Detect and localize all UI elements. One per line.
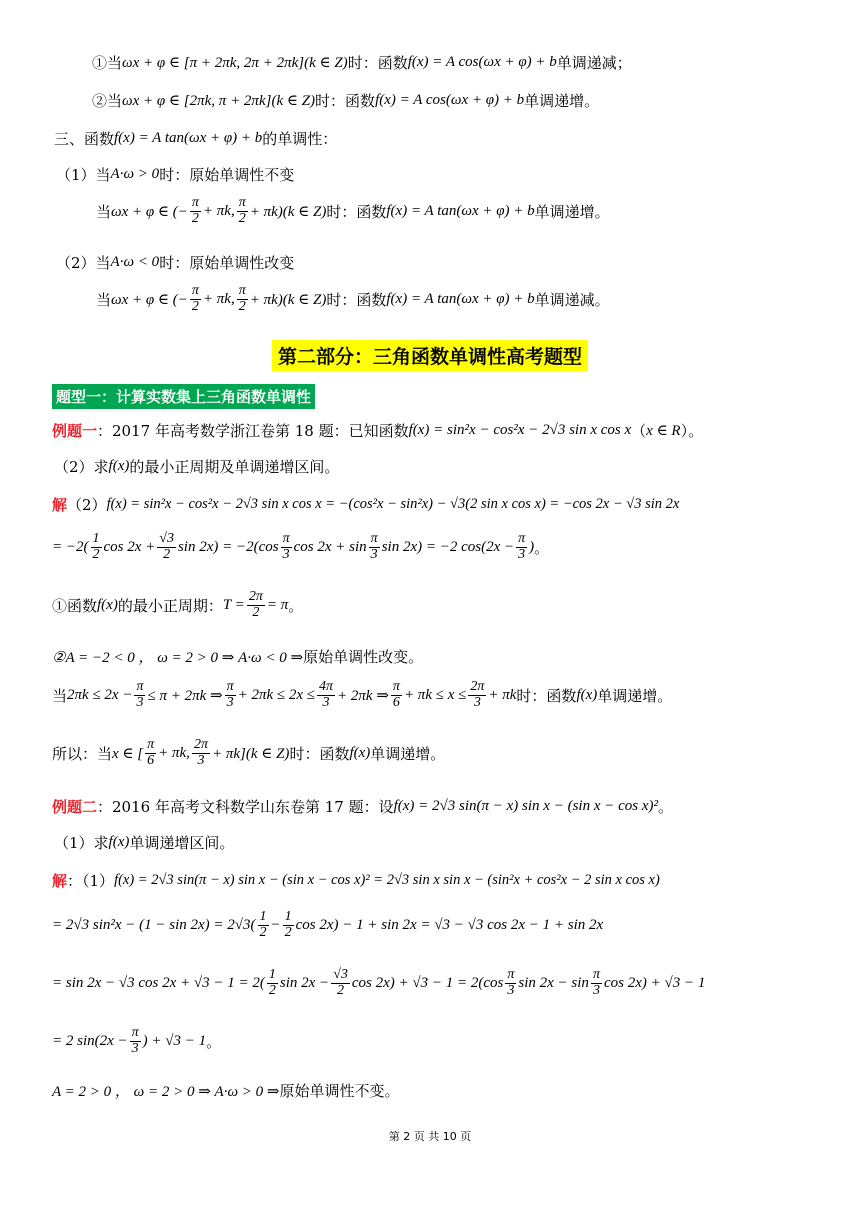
solution-two-sign: A = 2 > 0 ， ω = 2 > 0 ⇒ A·ω > 0 ⇒ 原始单调性不变。 [52, 1082, 400, 1100]
solution-two-step2: = 2√3 sin²x − (1 − sin 2x) = 2√3( $\frac{1}{2}$ − $\frac{1}{2}$ cos 2x) − 1 + sin 2x = √3 − √3 cos 2x − 1 + sin 2x [52, 909, 604, 940]
fraction: $\frac{2\pi}{3}$ [470, 679, 485, 710]
solution-one-inequality: 当 2πk ≤ 2x − $\frac{\pi}{3}$ ≤ π + 2πk ⇒ $\frac{\pi}{3}$ + 2πk ≤ 2x ≤ $\frac{4\pi}{3}$ + 2πk ⇒ $\frac{\pi}{6}$ + πk ≤ x ≤ $\frac{2\pi}{3}$ + πk 时：函数 f(x) 单调递增。 [52, 679, 673, 710]
solution-two-step1: 解 ：（1） f(x) = 2√3 sin(π − x) sin x − (sin x − cos x)² = 2√3 sin x sin x − (sin²x + cos²x − 2 sin x cos x) [52, 872, 660, 890]
fraction: $\frac{\pi}{3}$ [282, 531, 290, 562]
fraction: $\frac{2\pi}{2}$ [248, 589, 263, 620]
question-type-heading: 题型一：计算实数集上三角函数单调性 [52, 384, 315, 409]
fraction: $\frac{\pi}{3}$ [136, 679, 144, 710]
fraction: $\frac{\pi}{3}$ [507, 967, 515, 998]
fraction: $\frac{\pi}{2}$ [238, 195, 246, 226]
fraction: $\frac{√3}{2}$ [159, 531, 174, 562]
fraction: $\frac{1}{2}$ [284, 909, 292, 940]
fraction: $\frac{\pi}{3}$ [592, 967, 600, 998]
fraction: $\frac{\pi}{3}$ [226, 679, 234, 710]
fraction: $\frac{\pi}{2}$ [191, 195, 199, 226]
fraction: $\frac{1}{2}$ [268, 967, 276, 998]
fraction: $\frac{\pi}{6}$ [147, 737, 155, 768]
fraction: $\frac{\pi}{2}$ [238, 283, 246, 314]
rule-cos-increase: ②当 ωx + φ ∈ [2πk, π + 2πk](k ∈ Z) 时：函数 f(x) = A cos(ωx + φ) + b 单调递增。 [92, 92, 600, 110]
solution-two-step4: = 2 sin(2x − $\frac{\pi}{3}$ ) + √3 − 1 。 [52, 1025, 222, 1056]
example-one: 例题一 ：2017 年高考数学浙江卷第 18 题：已知函数 f(x) = sin²x − cos²x − 2√3 sin x cos x （ x ∈ R ）。 [52, 422, 704, 440]
fraction: $\frac{\pi}{2}$ [191, 283, 199, 314]
solution-one-step1: 解 （2） f(x) = sin²x − cos²x − 2√3 sin x cos x = −(cos²x − sin²x) − √3(2 sin x cos x) = −cos 2x − √3 sin 2x [52, 496, 680, 514]
fraction: $\frac{2\pi}{3}$ [193, 737, 208, 768]
tan-case-1: （1）当 A·ω > 0 时：原始单调性不变 [56, 166, 295, 184]
tan-case-2: （2）当 A·ω < 0 时：原始单调性改变 [56, 254, 295, 272]
fraction: $\frac{1}{2}$ [92, 531, 100, 562]
tan-rule-increase: 当 ωx + φ ∈ (− $\frac{\pi}{2}$ + πk, $\frac{\pi}{2}$ + πk)(k ∈ Z) 时：函数 f(x) = A tan(ωx + φ) + b 单调递增。 [96, 195, 610, 226]
section-tan-heading: 三、函数 f(x) = A tan(ωx + φ) + b 的单调性： [54, 130, 338, 148]
fraction: $\frac{\pi}{3}$ [370, 531, 378, 562]
example-two: 例题二 ：2016 年高考文科数学山东卷第 17 题：设 f(x) = 2√3 sin(π − x) sin x − (sin x − cos x)² 。 [52, 798, 674, 816]
part-two-heading: 第二部分：三角函数单调性高考题型 [0, 340, 860, 371]
solution-one-conclusion: 所以：当 x ∈ [ $\frac{\pi}{6}$ + πk, $\frac{2\pi}{3}$ + πk](k ∈ Z) 时：函数 f(x) 单调递增。 [52, 737, 446, 768]
fraction: $\frac{1}{2}$ [259, 909, 267, 940]
page-footer: 第 2 页 共 10 页 [388, 1130, 472, 1143]
example-one-question: （2）求 f(x) 的最小正周期及单调递增区间。 [54, 458, 340, 476]
example-two-question: （1）求 f(x) 单调递增区间。 [54, 834, 235, 852]
solution-one-period: ①函数 f(x) 的最小正周期： T = $\frac{2\pi}{2}$ = π 。 [52, 589, 304, 620]
fraction: $\frac{\pi}{3}$ [131, 1025, 139, 1056]
fraction: $\frac{√3}{2}$ [333, 967, 348, 998]
fraction: $\frac{\pi}{6}$ [392, 679, 400, 710]
fraction: $\frac{4\pi}{3}$ [319, 679, 334, 710]
fraction: $\frac{\pi}{3}$ [518, 531, 526, 562]
tan-rule-decrease: 当 ωx + φ ∈ (− $\frac{\pi}{2}$ + πk, $\frac{\pi}{2}$ + πk)(k ∈ Z) 时：函数 f(x) = A tan(ωx + φ) + b 单调递减。 [96, 283, 610, 314]
solution-one-sign: ②A = −2 < 0 ， ω = 2 > 0 ⇒ A·ω < 0 ⇒ 原始单调性改变。 [52, 648, 424, 666]
solution-one-step2: = −2( $\frac{1}{2}$ cos 2x + $\frac{√3}{2}$ sin 2x) = −2(cos $\frac{\pi}{3}$ cos 2x + sin $\frac{\pi}{3}$ sin 2x) = −2 cos(2x − $\frac{\pi}{3}$ ) 。 [52, 531, 550, 562]
rule-cos-decrease: ①当 ωx + φ ∈ [π + 2πk, 2π + 2πk](k ∈ Z) 时：函数 f(x) = A cos(ωx + φ) + b 单调递减； [92, 54, 632, 72]
solution-two-step3: = sin 2x − √3 cos 2x + √3 − 1 = 2( $\frac{1}{2}$ sin 2x − $\frac{√3}{2}$ cos 2x) + √3 − 1 = 2(cos $\frac{\pi}{3}$ sin 2x − sin $\frac{\pi}{3}$ cos 2x) + √3 − 1 [52, 967, 706, 998]
